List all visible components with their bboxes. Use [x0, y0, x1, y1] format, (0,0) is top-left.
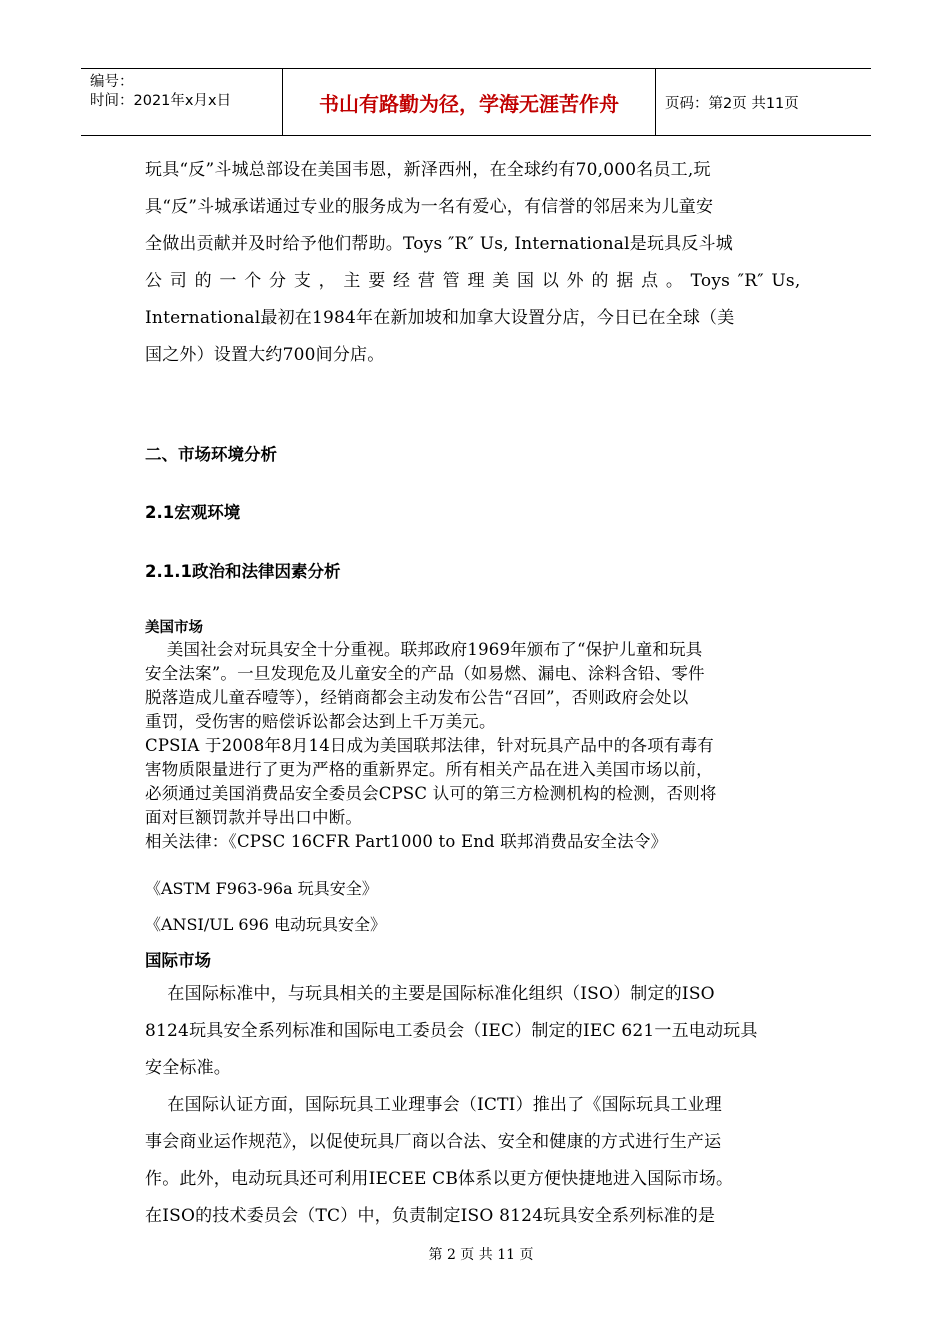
header-meta: [81, 69, 282, 135]
text-line: 重罚，受伤害的赔偿诉讼都会达到上千万美元。: [145, 712, 496, 731]
intl-market-text: [145, 976, 810, 1235]
page-footer: [0, 1244, 950, 1264]
text-line: CPSIA 于2008年8月14日成为美国联邦法律，针对玩具产品中的各项有毒有: [145, 736, 714, 755]
text-line: 在国际认证方面，国际玩具工业理事会（ICTI）推出了《国际玩具工业理: [145, 1095, 722, 1115]
us-market-text: [145, 638, 810, 854]
header-page-label: 页码：第2页 共11页: [665, 95, 799, 112]
text-line: 具“反”斗城承诺通过专业的服务成为一名有爱心，有信誉的邻居来为儿童安: [145, 197, 714, 217]
text-line: 在国际标准中，与玩具相关的主要是国际标准化组织（ISO）制定的ISO: [145, 984, 715, 1004]
subsection-heading: 2.1宏观环境: [145, 503, 241, 522]
text-line: 面对巨额罚款并导出口中断。: [145, 808, 363, 827]
page-header: [81, 68, 871, 136]
text-line: 在ISO的技术委员会（TC）中，负责制定ISO 8124玩具安全系列标准的是: [145, 1206, 716, 1226]
law-item: 《ANSI/UL 696 电动玩具安全》: [145, 915, 387, 934]
number-label: 编号：: [90, 74, 134, 90]
text-line: 必须通过美国消费品安全委员会CPSC 认可的第三方检测机构的检测，否则将: [145, 784, 717, 803]
footer-page-number: 第 2 页 共 11 页: [428, 1247, 534, 1263]
law-item: 《ASTM F963-96a 玩具安全》: [145, 879, 378, 898]
intro-paragraph: [145, 152, 810, 374]
text-line: 全做出贡献并及时给予他们帮助。Toys ″R″ Us, International是玩具反斗城: [145, 234, 733, 254]
text-line: 作。此外，电动玩具还可利用IECEE CB体系以更方便快捷地进入国际市场。: [145, 1169, 734, 1189]
text-line: 安全法案”。一旦发现危及儿童安全的产品（如易燃、漏电、涂料含铅、零件: [145, 664, 705, 683]
text-line: International最初在1984年在新加坡和加拿大设置分店，今日已在全球（美: [145, 308, 735, 328]
header-motto: 书山有路勤为径，学海无涯苦作舟: [282, 69, 656, 135]
us-market-title: 美国市场: [145, 620, 203, 636]
section-heading: 二、市场环境分析: [145, 445, 277, 464]
text-line: 脱落造成儿童吞噎等），经销商都会主动发布公告“召回”，否则政府会处以: [145, 688, 689, 707]
intl-market-title: 国际市场: [145, 951, 211, 970]
text-line: 安全标准。: [145, 1058, 231, 1078]
text-line: 美国社会对玩具安全十分重视。联邦政府1969年颁布了“保护儿童和玩具: [145, 640, 703, 659]
subsubsection-heading: 2.1.1政治和法律因素分析: [145, 562, 341, 581]
text-line: 害物质限量进行了更为严格的重新界定。所有相关产品在进入美国市场以前，: [145, 760, 713, 779]
time-label: 时间：2021年x月x日: [90, 93, 232, 109]
text-line: 8124玩具安全系列标准和国际电工委员会（IEC）制定的IEC 621一五电动玩具: [145, 1021, 758, 1041]
text-line: 公 司 的 一 个 分 支 ， 主 要 经 营 管 理 美 国 以 外 的 据 点 。 Toys ″R″ Us,: [145, 271, 801, 291]
text-line: 相关法律：《CPSC 16CFR Part1000 to End 联邦消费品安全法令》: [145, 832, 668, 851]
text-line: 事会商业运作规范》，以促使玩具厂商以合法、安全和健康的方式进行生产运: [145, 1132, 722, 1152]
text-line: 国之外）设置大约700间分店。: [145, 345, 385, 365]
text-line: 玩具“反”斗城总部设在美国韦恩，新泽西州，在全球约有70,000名员工,玩: [145, 160, 711, 180]
